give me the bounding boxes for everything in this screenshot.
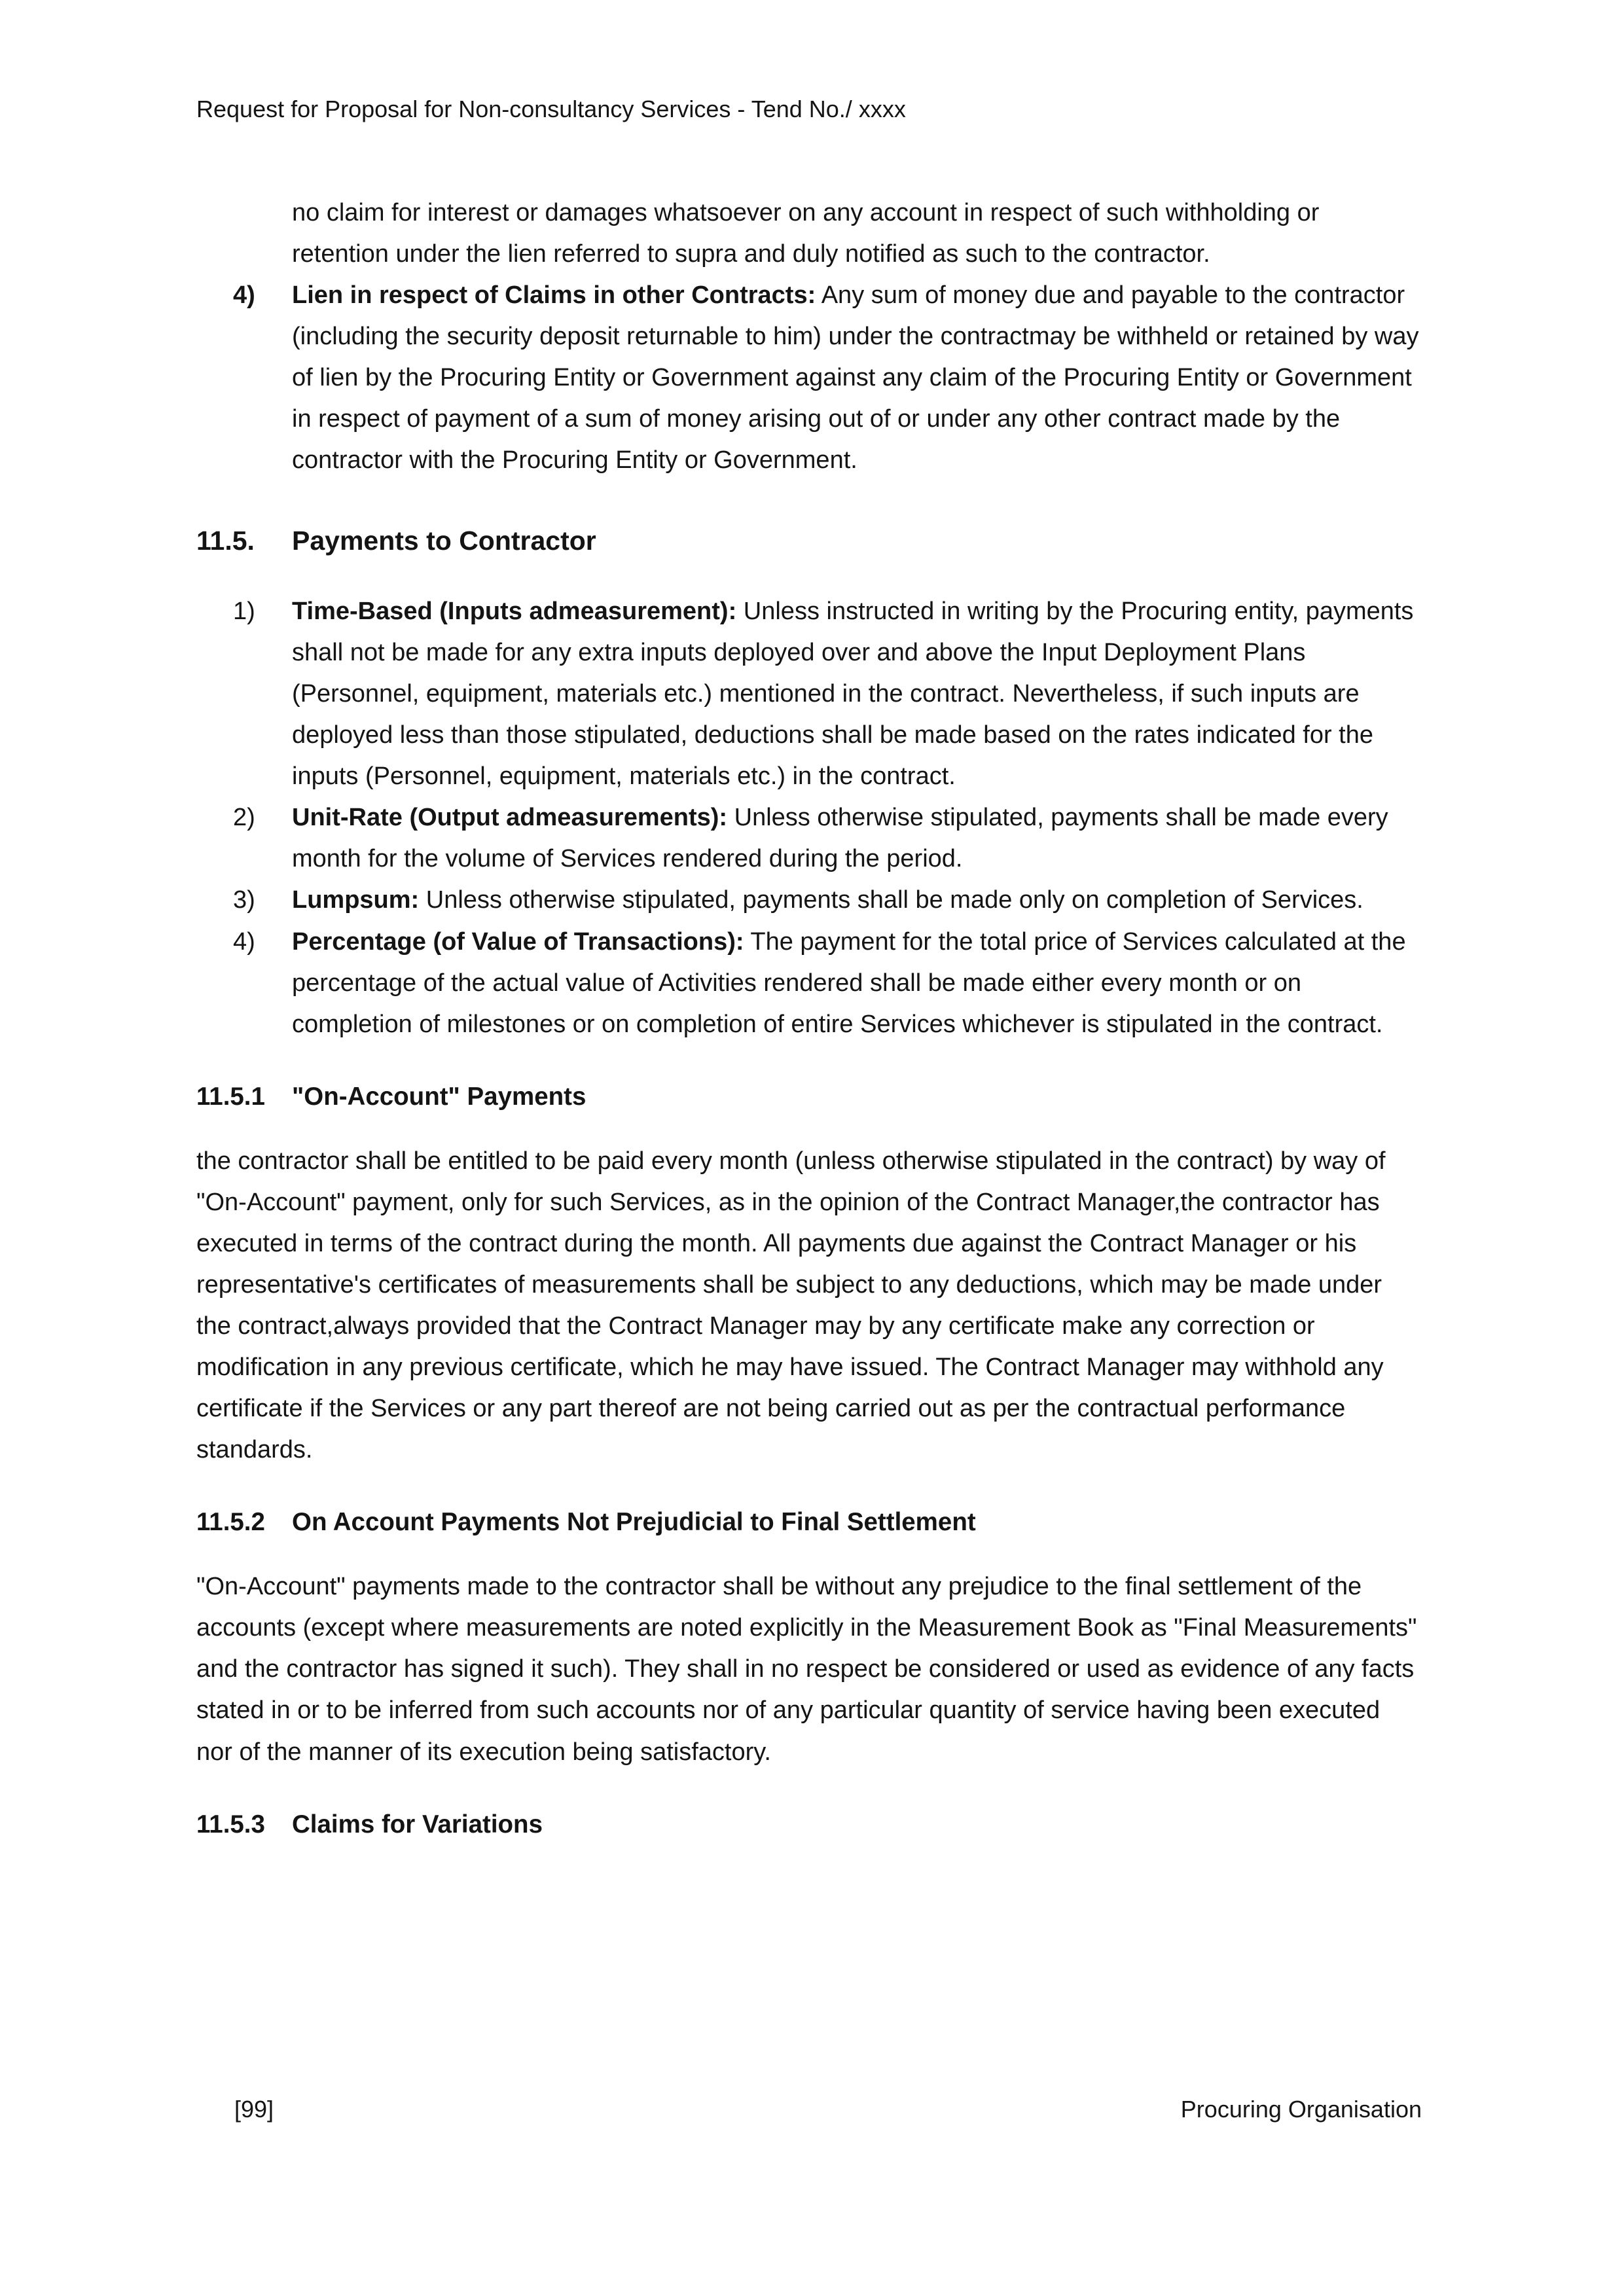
subsection-number: 11.5.3 [196,1810,265,1839]
list-item-number: 3) [233,886,255,914]
list-item-number: 1) [233,597,255,625]
subsection-title: On Account Payments Not Prejudicial to Final Settlement [292,1508,976,1537]
section-title: Payments to Contractor [292,525,596,556]
list-item-number: 2) [233,804,255,832]
list-item-lead: Percentage (of Value of Transactions): [292,927,744,956]
subsection-title: Claims for Variations [292,1810,543,1839]
subsection-number: 11.5.2 [196,1508,265,1537]
page-footer [196,2096,1422,2123]
list-item-time-based [196,591,1422,797]
list-item-lead: Lien in respect of Claims in other Contracts: [292,281,816,310]
list-item-unit-rate [196,797,1422,880]
subsection-body: the contractor shall be entitled to be paid every month (unless otherwise stipulated in the contract) by way of "On-Account" payment, only for such Services, as in the opinion of the Contract Manager,the contractor has executed in terms of the contract during the month. All payments due against the Contract Manager or his representative's certificates of measurements shall be subject to any deductions, which may be made under the contract,always provided that the Contract Manager may by any certificate make any correction or modification in any previous certificate, which he may have issued. The Contract Manager may withhold any certificate if the Services or any part thereof are not being carried out as per the contractual performance standards. [196,1147,1386,1464]
subsection-title: "On-Account" Payments [292,1082,586,1111]
list-item-text: Unless otherwise stipulated, payments shall be made only on completion of Services. [419,886,1363,914]
list-item-lead: Unit-Rate (Output admeasurements): [292,804,728,832]
page-header [196,93,906,126]
list-item-lien [196,275,1422,481]
list-item-lead: Time-Based (Inputs admeasurement): [292,597,737,625]
document-content [196,192,1422,1868]
list-item-number: 4) [233,281,255,310]
list-item-text: Unless instructed in writing by the Procuring entity, payments shall not be made for any extra inputs deployed over and above the Input Deployment Plans (Personnel, equipment, materials etc.) mentioned in the contract. Nevertheless, if such inputs are deployed less than those stipulated, deductions shall be made based on the rates indicated for the inputs (Personnel, equipment, materials etc.) in the contract. [292,597,1414,791]
section-heading-payments [196,522,1422,560]
list-item-text: Any sum of money due and payable to the contractor (including the security deposit returnable to him) under the contractmay be withheld or retained by way of lien by the Procuring Entity or Government against any claim of the Procuring Entity or Government in respect of payment of a sum of money arising out of or under any other contract made by the contractor with the Procuring Entity or Government. [292,281,1419,475]
list-item-text: The payment for the total price of Services calculated at the percentage of the actual value of Activities rendered shall be made either every month or on completion of milestones or on completion of entire Services whichever is stipulated in the contract. [292,927,1406,1038]
subsection-heading-claims-for-variations [196,1807,1422,1842]
subsection-heading-final-settlement [196,1505,1422,1540]
subsection-heading-on-account-payments [196,1079,1422,1115]
header-title: Request for Proposal for Non-consultancy Services - Tend No./ xxxx [196,96,906,122]
footer-organisation: Procuring Organisation [1180,2096,1422,2123]
page-number: [99] [234,2096,274,2123]
list-item-lumpsum [196,880,1422,921]
list-item-text: Unless otherwise stipulated, payments shall be made every month for the volume of Services rendered during the period. [292,804,1388,873]
list-item-lead: Lumpsum: [292,886,420,914]
list-item-number: 4) [233,927,255,956]
subsection-number: 11.5.1 [196,1082,265,1111]
subsection-body: "On-Account" payments made to the contractor shall be without any prejudice to the final settlement of the accounts (except where measurements are noted explicitly in the Measurement Book as "Final Measurements" and the contractor has signed it such). They shall in no respect be considered or used as evidence of any facts stated in or to be inferred from such accounts nor of any particular quantity of service having been executed nor of the manner of its execution being satisfactory. [196,1573,1417,1766]
continuation-paragraph: no claim for interest or damages whatsoever on any account in respect of such withholding or retention under the lien referred to supra and duly notified as such to the contractor. [292,199,1320,268]
section-number: 11.5. [196,525,255,556]
list-item-percentage [196,922,1422,1045]
